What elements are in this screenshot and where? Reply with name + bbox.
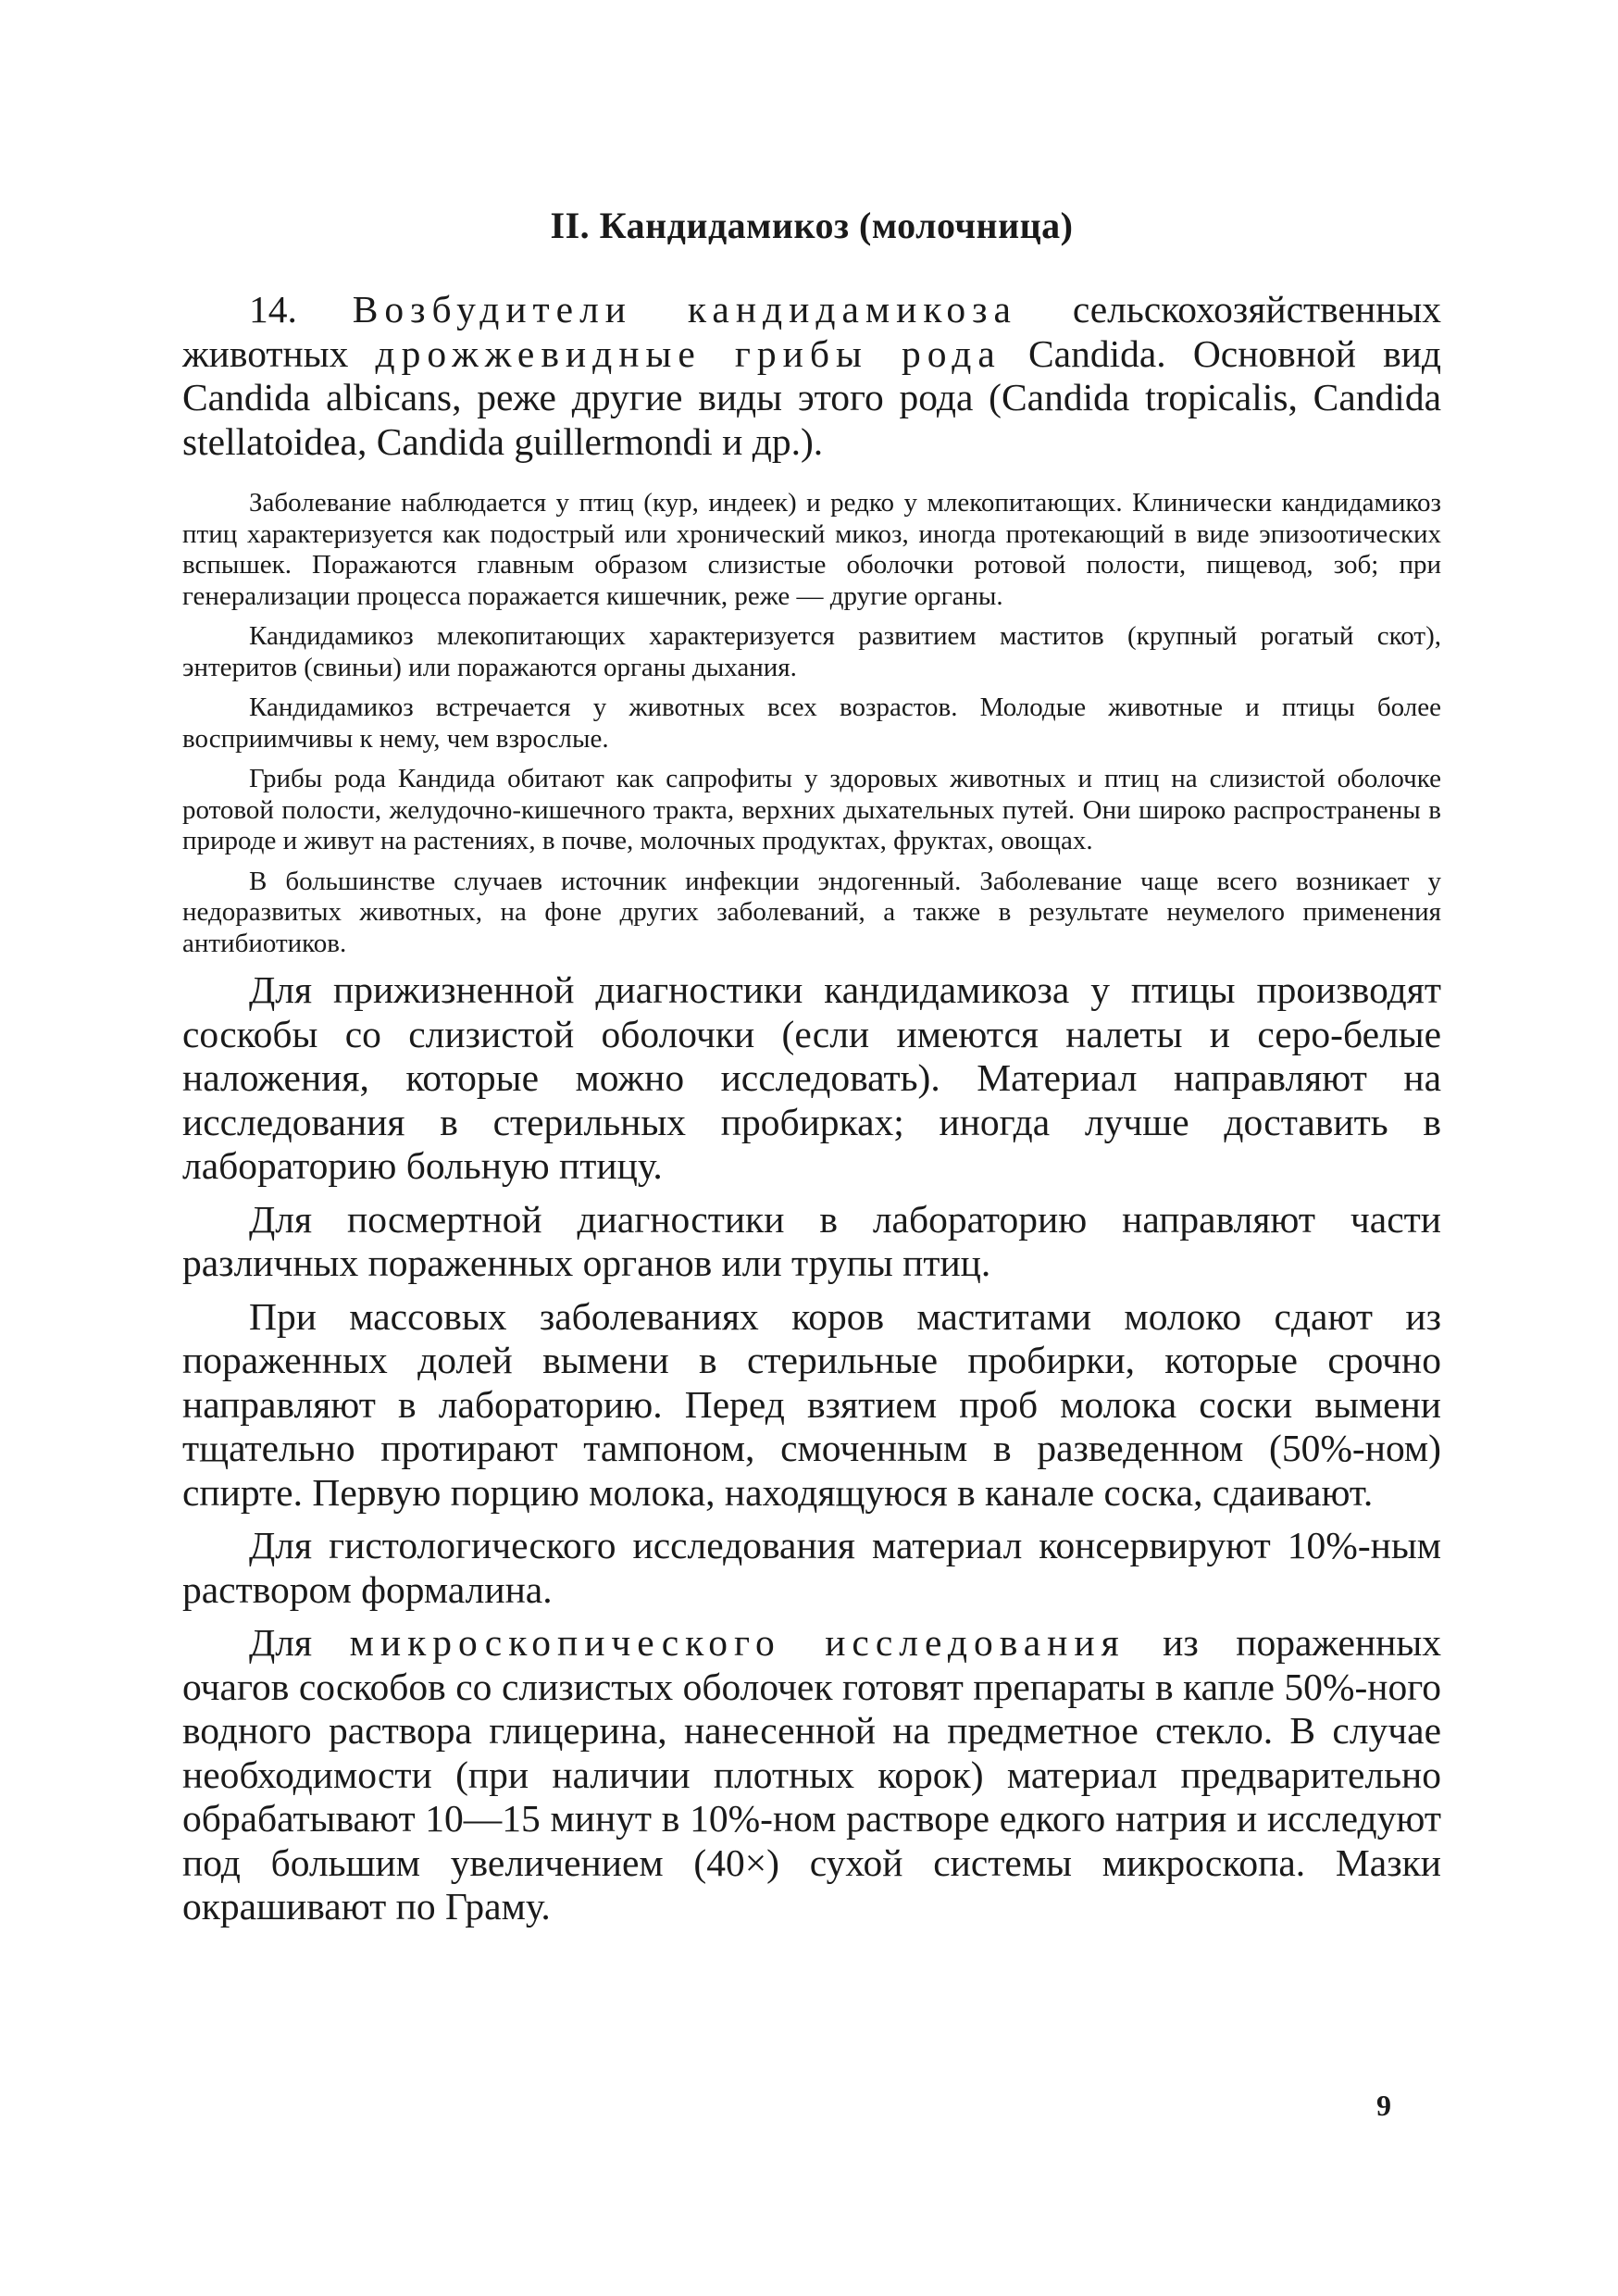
large-paragraph: Для прижизненной диагностики кандидамикоза у птицы производят соскобы со слизистой оболочки (если имеются налеты и серо-белые наложения, которые можно исследовать). Материал направляют на исследования в стерильных пробирках; иногда лучше доставить в лабораторию больную птицу. — [182, 968, 1441, 1187]
spaced-term-pathogens: Возбудители — [352, 288, 633, 331]
paragraph-text: Candida. Основной вид Candida albicans, реже другие виды этого рода (Candida tropicalis, Candida stellatoidea, Candida guillermondi и др.). — [182, 331, 1441, 463]
paragraph-text: сельскохозяйственных животных — [182, 288, 1441, 375]
small-paragraph: Грибы рода Кандида обитают как сапрофиты у здоровых животных и птиц на слизистой оболочке ротовой полости, желудочно-кишечного тракта, верхних дыхательных путей. Они широко распространены в природе и живут на растениях, в почве, молочных продуктах, фруктах, овощах. — [182, 764, 1441, 855]
spaced-term-yeast-fungi: дрожжевидные грибы рода — [375, 331, 1002, 375]
small-paragraph: Кандидамикоз встречается у животных всех возрастов. Молодые животные и птицы более восприимчивы к нему, чем взрослые. — [182, 693, 1441, 754]
paragraph-number: 14. — [249, 288, 297, 331]
microscopy-paragraph — [182, 1621, 1441, 1929]
section-heading: II. Кандидамикоз (молочница) — [550, 205, 1074, 246]
small-paragraph: В большинстве случаев источник инфекции эндогенный. Заболевание чаще всего возникает у недоразвитых животных, на фоне других заболеваний, а также в результате неумелого применения антибиотиков. — [182, 866, 1441, 958]
small-paragraph: Кандидамикоз млекопитающих характеризуется развитием маститов (крупный рогатый скот), энтеритов (свиньи) или поражаются органы дыхания. — [182, 621, 1441, 682]
spaced-term-microscopic-study: микроскопического исследования — [349, 1621, 1126, 1664]
paragraph-text: Для — [249, 1621, 313, 1664]
page-body — [182, 204, 1441, 1929]
large-paragraph: Для посмертной диагностики в лабораторию направляют части различных пораженных органов или трупы птиц. — [182, 1197, 1441, 1284]
paragraph-text: из пораженных очагов соскобов со слизистых оболочек готовят препараты в капле 50%-ного водного раствора глицерина, нанесенной на предметное стекло. В случае необходимости (при наличии плотных корок) материал предварительно обрабатывают 10—15 минут в 10%-ном растворе едкого натрия и исследуют под большим увеличением (40×) сухой системы микроскопа. Мазки окрашивают по Граму. — [182, 1621, 1441, 1928]
page-number: 9 — [1376, 2089, 1391, 2122]
paragraph-14 — [182, 288, 1441, 464]
large-paragraph: При массовых заболеваниях коров маститами молоко сдают из пораженных долей вымени в стерильные пробирки, которые срочно направляют в лабораторию. Перед взятием проб молока соски вымени тщательно протирают тампоном, смоченным в разведенном (50%-ном) спирте. Первую порцию молока, находящуюся в канале соска, сдаивают. — [182, 1294, 1441, 1514]
small-paragraph: Заболевание наблюдается у птиц (кур, индеек) и редко у млекопитающих. Клинически кандидамикоз птиц характеризуется как подострый или хронический микоз, иногда протекающий в виде эпизоотических вспышек. Поражаются главным образом слизистые оболочки ротовой полости, пищевод, зоб; при генерализации процесса поражается кишечник, реже — другие органы. — [182, 488, 1441, 611]
spaced-term-candidiasis: кандидамикоза — [687, 288, 1017, 331]
large-paragraph: Для гистологического исследования материал консервируют 10%-ным раствором формалина. — [182, 1524, 1441, 1611]
